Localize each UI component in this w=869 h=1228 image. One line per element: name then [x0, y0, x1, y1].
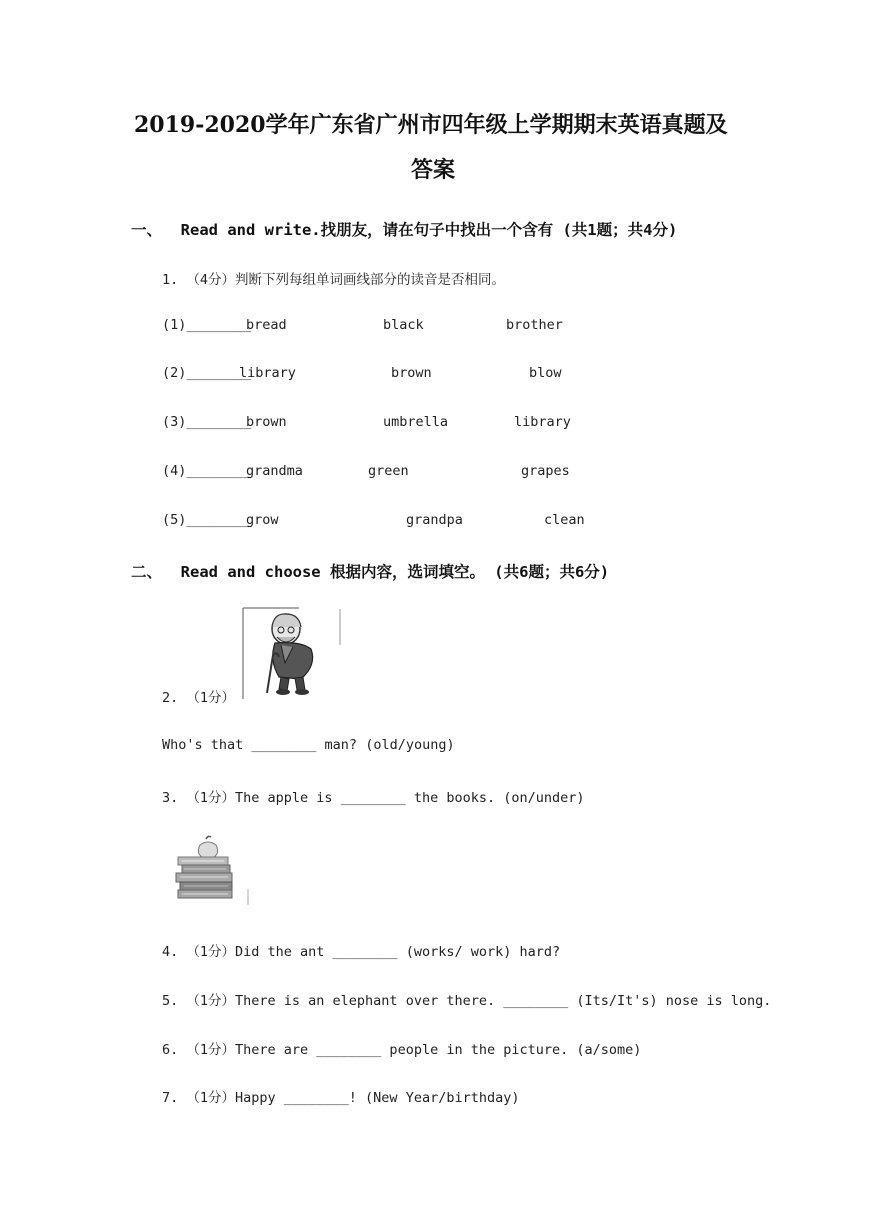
question-5-stem: 5. （1分）There is an elephant over there. ________ (Its/It's) nose is long. — [162, 993, 772, 1009]
row-2-word-3: blow — [529, 365, 562, 381]
question-6-stem: 6. （1分）There are ________ people in the picture. (a/some) — [162, 1042, 642, 1058]
row-2-word-1: library — [239, 365, 296, 381]
row-3-word-2: umbrella — [383, 414, 449, 430]
row-4-label: (4)________ — [162, 463, 252, 479]
row-1-word-1: bread — [246, 317, 287, 333]
row-1-word-3: brother — [506, 317, 563, 333]
row-4-word-1: grandma — [246, 463, 303, 479]
row-4-word-2: green — [368, 463, 409, 479]
page-title-line1: 2019-2020学年广东省广州市四年级上学期期末英语真题及 — [134, 112, 728, 138]
row-2-label: (2)________ — [162, 365, 252, 381]
question-3-stem: 3. （1分）The apple is ________ the books. (on/under) — [162, 790, 585, 806]
section-1-heading: 一、 Read and write.找朋友，请在句子中找出一个含有 (共1题；共4分) — [131, 221, 678, 239]
row-5-word-3: clean — [544, 512, 585, 528]
row-1-label: (1)________ — [162, 317, 252, 333]
question-1-stem: 1. （4分）判断下列每组单词画线部分的读音是否相同。 — [162, 272, 506, 288]
question-7-stem: 7. （1分）Happy ________! (New Year/birthday) — [162, 1090, 520, 1106]
row-3-label: (3)________ — [162, 414, 252, 430]
row-5-word-2: grandpa — [406, 512, 463, 528]
old-man-illustration — [241, 605, 343, 701]
question-2-text: Who's that ________ man? (old/young) — [162, 737, 455, 753]
row-1-word-2: black — [383, 317, 424, 333]
question-2-number: 2. （1分） — [162, 690, 236, 706]
row-4-word-3: grapes — [521, 463, 570, 479]
section-2-heading: 二、 Read and choose 根据内容，选词填空。 (共6题；共6分) — [131, 563, 610, 581]
row-3-word-3: library — [514, 414, 571, 430]
question-4-stem: 4. （1分）Did the ant ________ (works/ work) hard? — [162, 944, 561, 960]
row-5-word-1: grow — [246, 512, 279, 528]
row-2-word-2: brown — [391, 365, 432, 381]
page-title-line2: 答案 — [411, 157, 456, 183]
apple-on-books-illustration — [170, 833, 254, 909]
row-5-label: (5)________ — [162, 512, 252, 528]
row-3-word-1: brown — [246, 414, 287, 430]
